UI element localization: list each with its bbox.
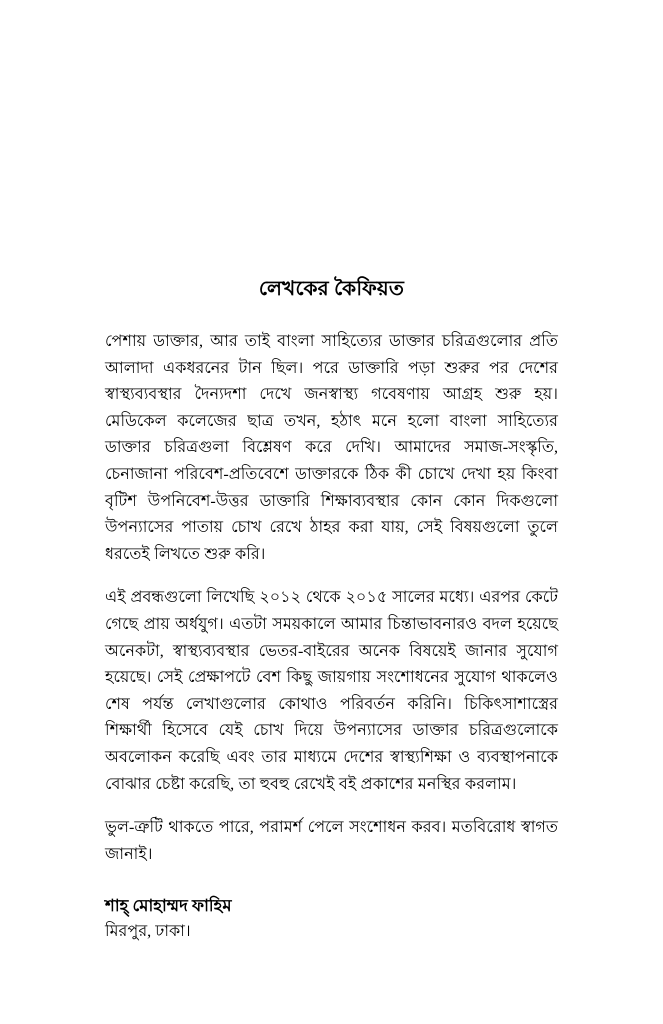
body-paragraph-1: পেশায় ডাক্তার, আর তাই বাংলা সাহিত্যের ডাক্তার চরিত্রগুলোর প্রতি আলাদা একধরনের টান ছিল। পরে ডাক্তারি পড়া শুরুর পর দেশের স্বাস্থ্যব্যবস্থার দৈন্যদশা দেখে জনস্বাস্থ্য গবেষণায় আগ্রহ শুরু হয়। মেডিকেল কলেজের ছাত্র তখন, হঠাৎ মনে হলো বাংলা সাহিত্যের ডাক্তার চরিত্রগুলা বিশ্লেষণ করে দেখি। আমাদের সমাজ-সংস্কৃতি, চেনাজানা পরিবেশ-প্রতিবেশে ডাক্তারকে ঠিক কী চোখে দেখা হয় কিংবা বৃটিশ উপনিবেশ-উত্তর ডাক্তারি শিক্ষাব্যবস্থার কোন কোন দিকগুলো উপন্যাসের পাতায় চোখ রেখে ঠাহর করা যায়, সেই বিষয়গুলো তুলে ধরতেই লিখতে শুরু করি। xyxy=(105,333,558,563)
author-name: শাহ্ মোহাম্মদ ফাহিম xyxy=(105,896,232,916)
page-title: লেখকের কৈফিয়ত xyxy=(258,278,405,300)
body-paragraph-3: ভুল-ত্রুটি থাকতে পারে, পরামর্শ পেলে সংশোধন করব। মতবিরোধ স্বাগত জানাই। xyxy=(105,819,558,863)
body-paragraph-2: এই প্রবন্ধগুলো লিখেছি ২০১২ থেকে ২০১৫ সালের মধ্যে। এরপর কেটে গেছে প্রায় অর্ধযুগ। এতটা সময়কালে আমার চিন্তাভাবনারও বদল হয়েছে অনেকটা, স্বাস্থ্যব্যবস্থার ভেতর-বাইরের অনেক বিষয়েই জানার সুযোগ হয়েছে। সেই প্রেক্ষাপটে বেশ কিছু জায়গায় সংশোধনের সুযোগ থাকলেও শেষ পর্যন্ত লেখাগুলোর কোথাও পরিবর্তন করিনি। চিকিৎসাশাস্ত্রের শিক্ষার্থী হিসেবে যেই চোখ দিয়ে উপন্যাসের ডাক্তার চরিত্রগুলোকে অবলোকন করেছি এবং তার মাধ্যমে দেশের স্বাস্থ্যশিক্ষা ও ব্যবস্থাপনাকে বোঝার চেষ্টা করেছি, তা হুবহু রেখেই বই প্রকাশের মনস্থির করলাম। xyxy=(105,589,558,793)
signature-block xyxy=(105,893,558,944)
page-content xyxy=(105,276,558,944)
author-location: মিরপুর, ঢাকা। xyxy=(105,923,191,941)
